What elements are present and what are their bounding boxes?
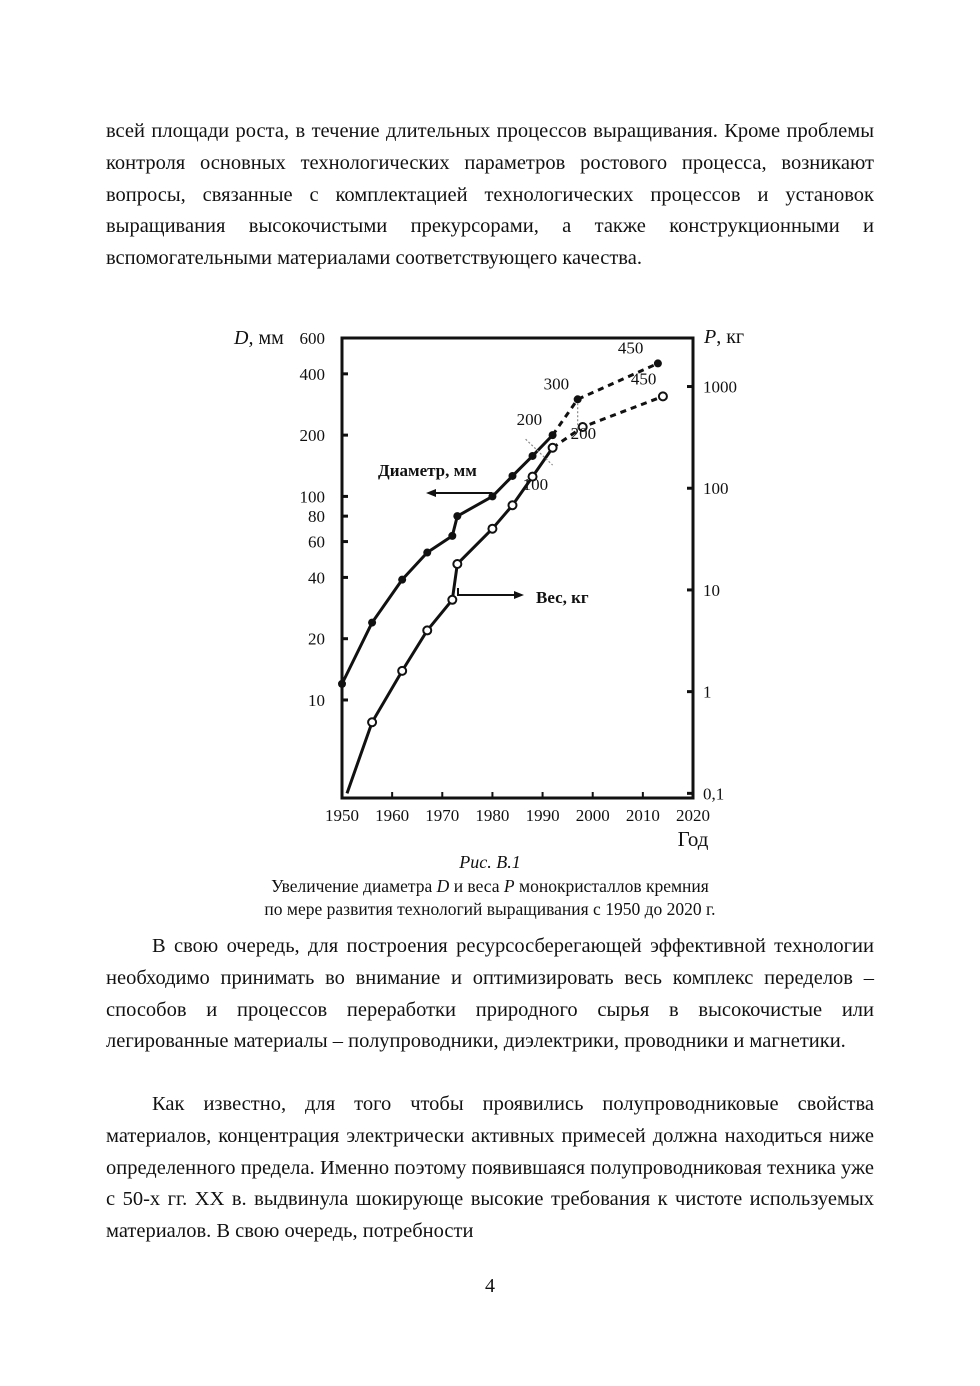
diameter-point (448, 532, 456, 540)
paragraph-1: всей площади роста, в течение длительных процессов выращивания. Кроме проблемы контроля основных технологических параметров ростового процесса, возникают вопросы, связанные с комплектацией технологических процессов и установок выращивания высокочистыми прекурсорами, а также конструкционными и вспомогательными материалами соответствующего качества. (106, 120, 874, 270)
series-dashed-weight (553, 396, 663, 447)
weight-point (488, 525, 496, 533)
point-label: 300 (543, 374, 570, 394)
diameter-point (368, 619, 376, 627)
x-tick-label: 1950 (325, 806, 359, 825)
y-right-label (703, 326, 744, 348)
diameter-point (338, 680, 346, 688)
y-right-tick-label: 1 (703, 682, 712, 702)
x-tick-label: 2020 (676, 806, 710, 825)
y-right-tick-label: 1000 (703, 377, 737, 397)
x-tick-label: 1960 (375, 806, 410, 825)
diameter-point (508, 472, 516, 480)
annotation-weight: Вес, кг (536, 588, 589, 607)
diameter-point (398, 576, 406, 584)
x-tick-label: 1990 (525, 806, 560, 825)
caption-symbol-p: P (503, 876, 515, 896)
y-left-tick-label: 40 (308, 568, 325, 588)
figure-caption-number: Рис. В.1 (459, 852, 521, 872)
series-layer (338, 338, 667, 793)
caption-text-b: и веса (449, 876, 504, 896)
y-left-tick-label: 400 (299, 364, 325, 384)
x-tick-label: 1970 (425, 806, 460, 825)
weight-point (508, 501, 516, 509)
weight-point (453, 560, 461, 568)
weight-point (549, 444, 557, 452)
x-tick-label: 1980 (475, 806, 510, 825)
y-left-tick-label: 200 (299, 426, 325, 446)
annotation-weight-arrow-line (458, 588, 518, 595)
annotation-diameter: Диаметр, мм (378, 461, 477, 480)
y-right-label-unit: , кг (716, 326, 745, 348)
y-left-tick-label: 20 (308, 629, 325, 649)
y-left-tick-label: 80 (308, 507, 325, 527)
annotation-diameter-arrowhead (426, 489, 436, 497)
caption-symbol-d: D (436, 876, 450, 896)
diameter-point (574, 395, 582, 403)
series-line-weight (347, 448, 553, 794)
caption-text-a: Увеличение диаметра (271, 876, 437, 896)
weight-point (368, 718, 376, 726)
y-left-tick-label: 100 (299, 487, 325, 507)
x-tick-label: 2000 (575, 806, 610, 825)
y-right-tick-label: 0,1 (703, 784, 725, 804)
page-number: 4 (485, 1275, 495, 1297)
diameter-point (654, 359, 662, 367)
plot-frame (342, 338, 693, 798)
annotation-weight-arrowhead (514, 591, 524, 599)
diameter-point (423, 549, 431, 557)
y-left-tick-label: 600 (299, 329, 325, 348)
y-right-tick-label: 10 (703, 580, 720, 600)
figure-caption-line-2: по мере развития технологий выращивания с 1950 до 2020 г. (264, 899, 716, 919)
y-right-tick-label: 100 (703, 479, 729, 499)
x-tick-label: 2010 (625, 806, 660, 825)
point-label: 450 (630, 369, 657, 389)
weight-point (659, 392, 667, 400)
weight-point (398, 667, 406, 675)
point-label: 200 (516, 410, 543, 430)
figure-caption-line-1 (0, 876, 980, 897)
point-label: 100 (522, 474, 549, 494)
paragraph-3: Как известно, для того чтобы проявились полупроводниковые свойства материалов, концентрация электрически активных примесей должна находиться ниже определенного предела. Именно поэтому появившаяся полупроводниковая техника уже с 50-х гг. XX в. выдвинула шокирующе высокие требования к чистоте используемых материалов. В свою очередь, потребности (106, 1093, 874, 1243)
y-left-tick-label: 60 (308, 532, 325, 552)
weight-point (423, 626, 431, 634)
diameter-point (529, 452, 537, 460)
paragraph-2: В свою очередь, для построения ресурсосберегающей эффективной технологии необходимо принимать во внимание и оптимизировать весь комплекс переделов – способов и процессов переработки природного сырья в высокочистые или легированные материалы – полупроводники, диэлектрики, проводники и магнетики. (106, 935, 874, 1053)
weight-point (448, 596, 456, 604)
axes-layer (300, 329, 738, 825)
y-right-label-var: P (704, 326, 717, 348)
caption-text-c: монокристаллов кремния (514, 876, 709, 896)
y-left-label-unit: мм (253, 327, 284, 349)
y-left-label-var: D, (234, 327, 254, 349)
diameter-point (549, 431, 557, 439)
y-left-label (233, 327, 284, 349)
y-left-tick-label: 10 (308, 690, 325, 710)
point-label: 450 (617, 338, 644, 358)
x-axis-label: Год (677, 827, 709, 851)
diameter-point (453, 512, 461, 520)
point-label: 200 (570, 423, 597, 443)
